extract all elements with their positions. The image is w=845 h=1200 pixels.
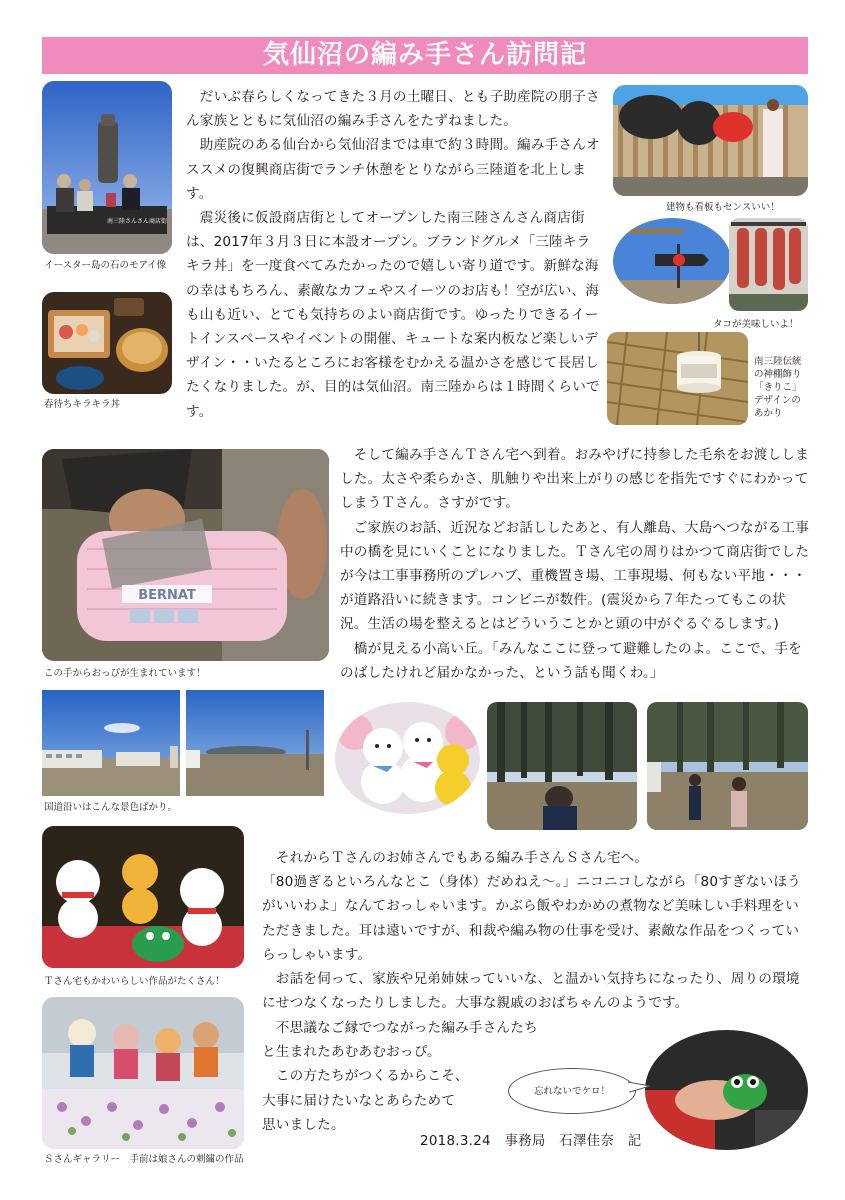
visit-s-paragraph-2: 「80過ぎるといろんなとこ（身体）だめねえ～。」ニコニコしながら「80すぎないほうがいいわよ」なんておっしゃいます。かぶら飯やわかめの煮物など美味しい手料理をいただきました。耳は遠いですが、和裁や編み物の仕事を受け、素敵な作品をつくっていらっしゃいます。 xyxy=(262,874,801,963)
caption-works: Ｔさん宅もかわいらしい作品がたくさん！ xyxy=(44,976,225,987)
visit-t-paragraph-2: ご家族のお話、近況などお話ししたあと、有人離島、大島へつながる工事中の橋を見にいくことになりました。Ｔさん宅の周りはかつて商店街でしたが今は工事事務所のプレハブ、重機置き場、工事現場、何もない平地・・・が道路沿いに続きます。コンビニが数件。(震災から７年たってもこの状況。生活の場を整えるとはどういうことかと頭の中がぐるぐるします。) xyxy=(340,519,809,633)
octopus-sign-photo xyxy=(613,218,731,304)
signboard-photo xyxy=(613,85,808,196)
visit-s-paragraph-1: それからＴさんのお姉さんでもある編み手さんＳさん宅へ。 xyxy=(262,850,649,866)
closing-line-3: この方たちがつくるからこそ、 xyxy=(262,1068,469,1085)
closing-line-2: と生まれたあむあむおっぴ。 xyxy=(262,1044,441,1061)
yarn-label-text: BERNAT xyxy=(138,588,196,603)
visit-t-paragraph-3: 橋が見える小高い丘。「みんなここに登って避難したのよ。ここで、手をのばしたけれど届かなかった、という話も聞くわ。」 xyxy=(340,640,802,681)
intro-paragraph-1: だいぶ春らしくなってきた３月の土曜日、とも子助産院の朋子さん家族とともに気仙沼の編み手さんをたずねました。 xyxy=(186,89,600,130)
speech-bubble: 忘れないでケロ！ xyxy=(508,1068,636,1114)
frog-hand-photo xyxy=(645,1030,808,1150)
signature: 2018.3.24 事務局 石澤佳奈 記 xyxy=(420,1134,642,1149)
moai-photo xyxy=(42,81,172,254)
crochet-bears-photo xyxy=(335,702,480,814)
visit-t-text xyxy=(340,443,809,685)
visit-s-paragraph-3: お話を伺って、家族や兄弟姉妹っていいな、と温かい気持ちになったり、周りの環境にせつなくなったりしました。大事な親戚のおばちゃんのようです。 xyxy=(262,971,800,1012)
crochet-animals-photo xyxy=(42,826,244,968)
kirakira-don-photo xyxy=(42,292,172,394)
caption-gallery: Ｓさんギャラリー 手前は娘さんの刺繍の作品 xyxy=(44,1154,244,1165)
intro-paragraph-3: 震災後に仮設商店街としてオープンした南三陸さんさん商店街は、2017年３月３日に本設オープン。ブランドグルメ「三陸キラキラ丼」を一度食べてみたかったので嬉しい寄り道です。新鮮な海の幸はもちろん、素敵なカフェやスイーツのお店も！空が広い、海も山も近い、とても気持ちのよい商店街です。ゆったりできるイートインスペースやイベントの開催、キュートな案内板など楽しいデザイン・・いたるところにお客様をむかえる温かさを感じて長居したくなりました。が、目的は気仙沼。南三陸からは１時間くらいです。 xyxy=(186,210,600,420)
caption-kirakira: 春待ちキラキラ丼 xyxy=(44,399,121,410)
caption-signs: 建物も看板もセンスいい！ xyxy=(666,202,780,213)
roadside-scenery-photo-1 xyxy=(42,690,180,796)
speech-bubble-tail xyxy=(628,1080,650,1094)
intro-text xyxy=(186,85,602,424)
closing-line-5: 思いました。 xyxy=(262,1116,345,1133)
closing-line-1: 不思議なご縁でつながった編み手さんたち xyxy=(262,1020,538,1036)
closing-text xyxy=(262,1016,538,1137)
hill-visit-photo-1 xyxy=(487,702,637,830)
caption-moai: イースター島の石のモアイ像 xyxy=(44,260,167,271)
caption-hands: この手からおっぴが生まれています！ xyxy=(44,668,206,679)
visit-s-text xyxy=(262,846,808,1015)
hands-yarn-photo xyxy=(42,449,329,661)
visit-t-paragraph-1: そして編み手さんＴさん宅へ到着。おみやげに持参した毛糸をお渡ししました。太さや柔らかさ、肌触りや出来上がりの感じを指先ですぐにわかってしまうＴさん。さすがです。 xyxy=(340,447,809,512)
intro-paragraph-2: 助産院のある仙台から気仙沼までは車で約３時間。編み手さんオススメの復興商店街でランチ休憩をとりながら三陸道を北上します。 xyxy=(186,137,600,202)
kiriko-lamp-photo xyxy=(607,332,748,425)
caption-kiriko: 南三陸伝統の神棚飾り「きりこ」デザインのあかり xyxy=(754,356,802,419)
hill-visit-photo-2 xyxy=(647,702,808,830)
page-title: 気仙沼の編み手さん訪問記 xyxy=(42,37,808,74)
caption-scenery: 国道沿いはこんな景色ばかり。 xyxy=(44,802,178,813)
roadside-scenery-photo-2 xyxy=(186,690,324,796)
moai-sign-text: 南三陸さんさん商店街 xyxy=(106,218,168,225)
s-gallery-photo xyxy=(42,997,244,1149)
closing-line-4: 大事に届けたいなとあらためて xyxy=(262,1092,456,1109)
caption-octopus: タコが美味しいよ！ xyxy=(713,319,799,330)
dried-octopus-photo xyxy=(729,218,808,311)
